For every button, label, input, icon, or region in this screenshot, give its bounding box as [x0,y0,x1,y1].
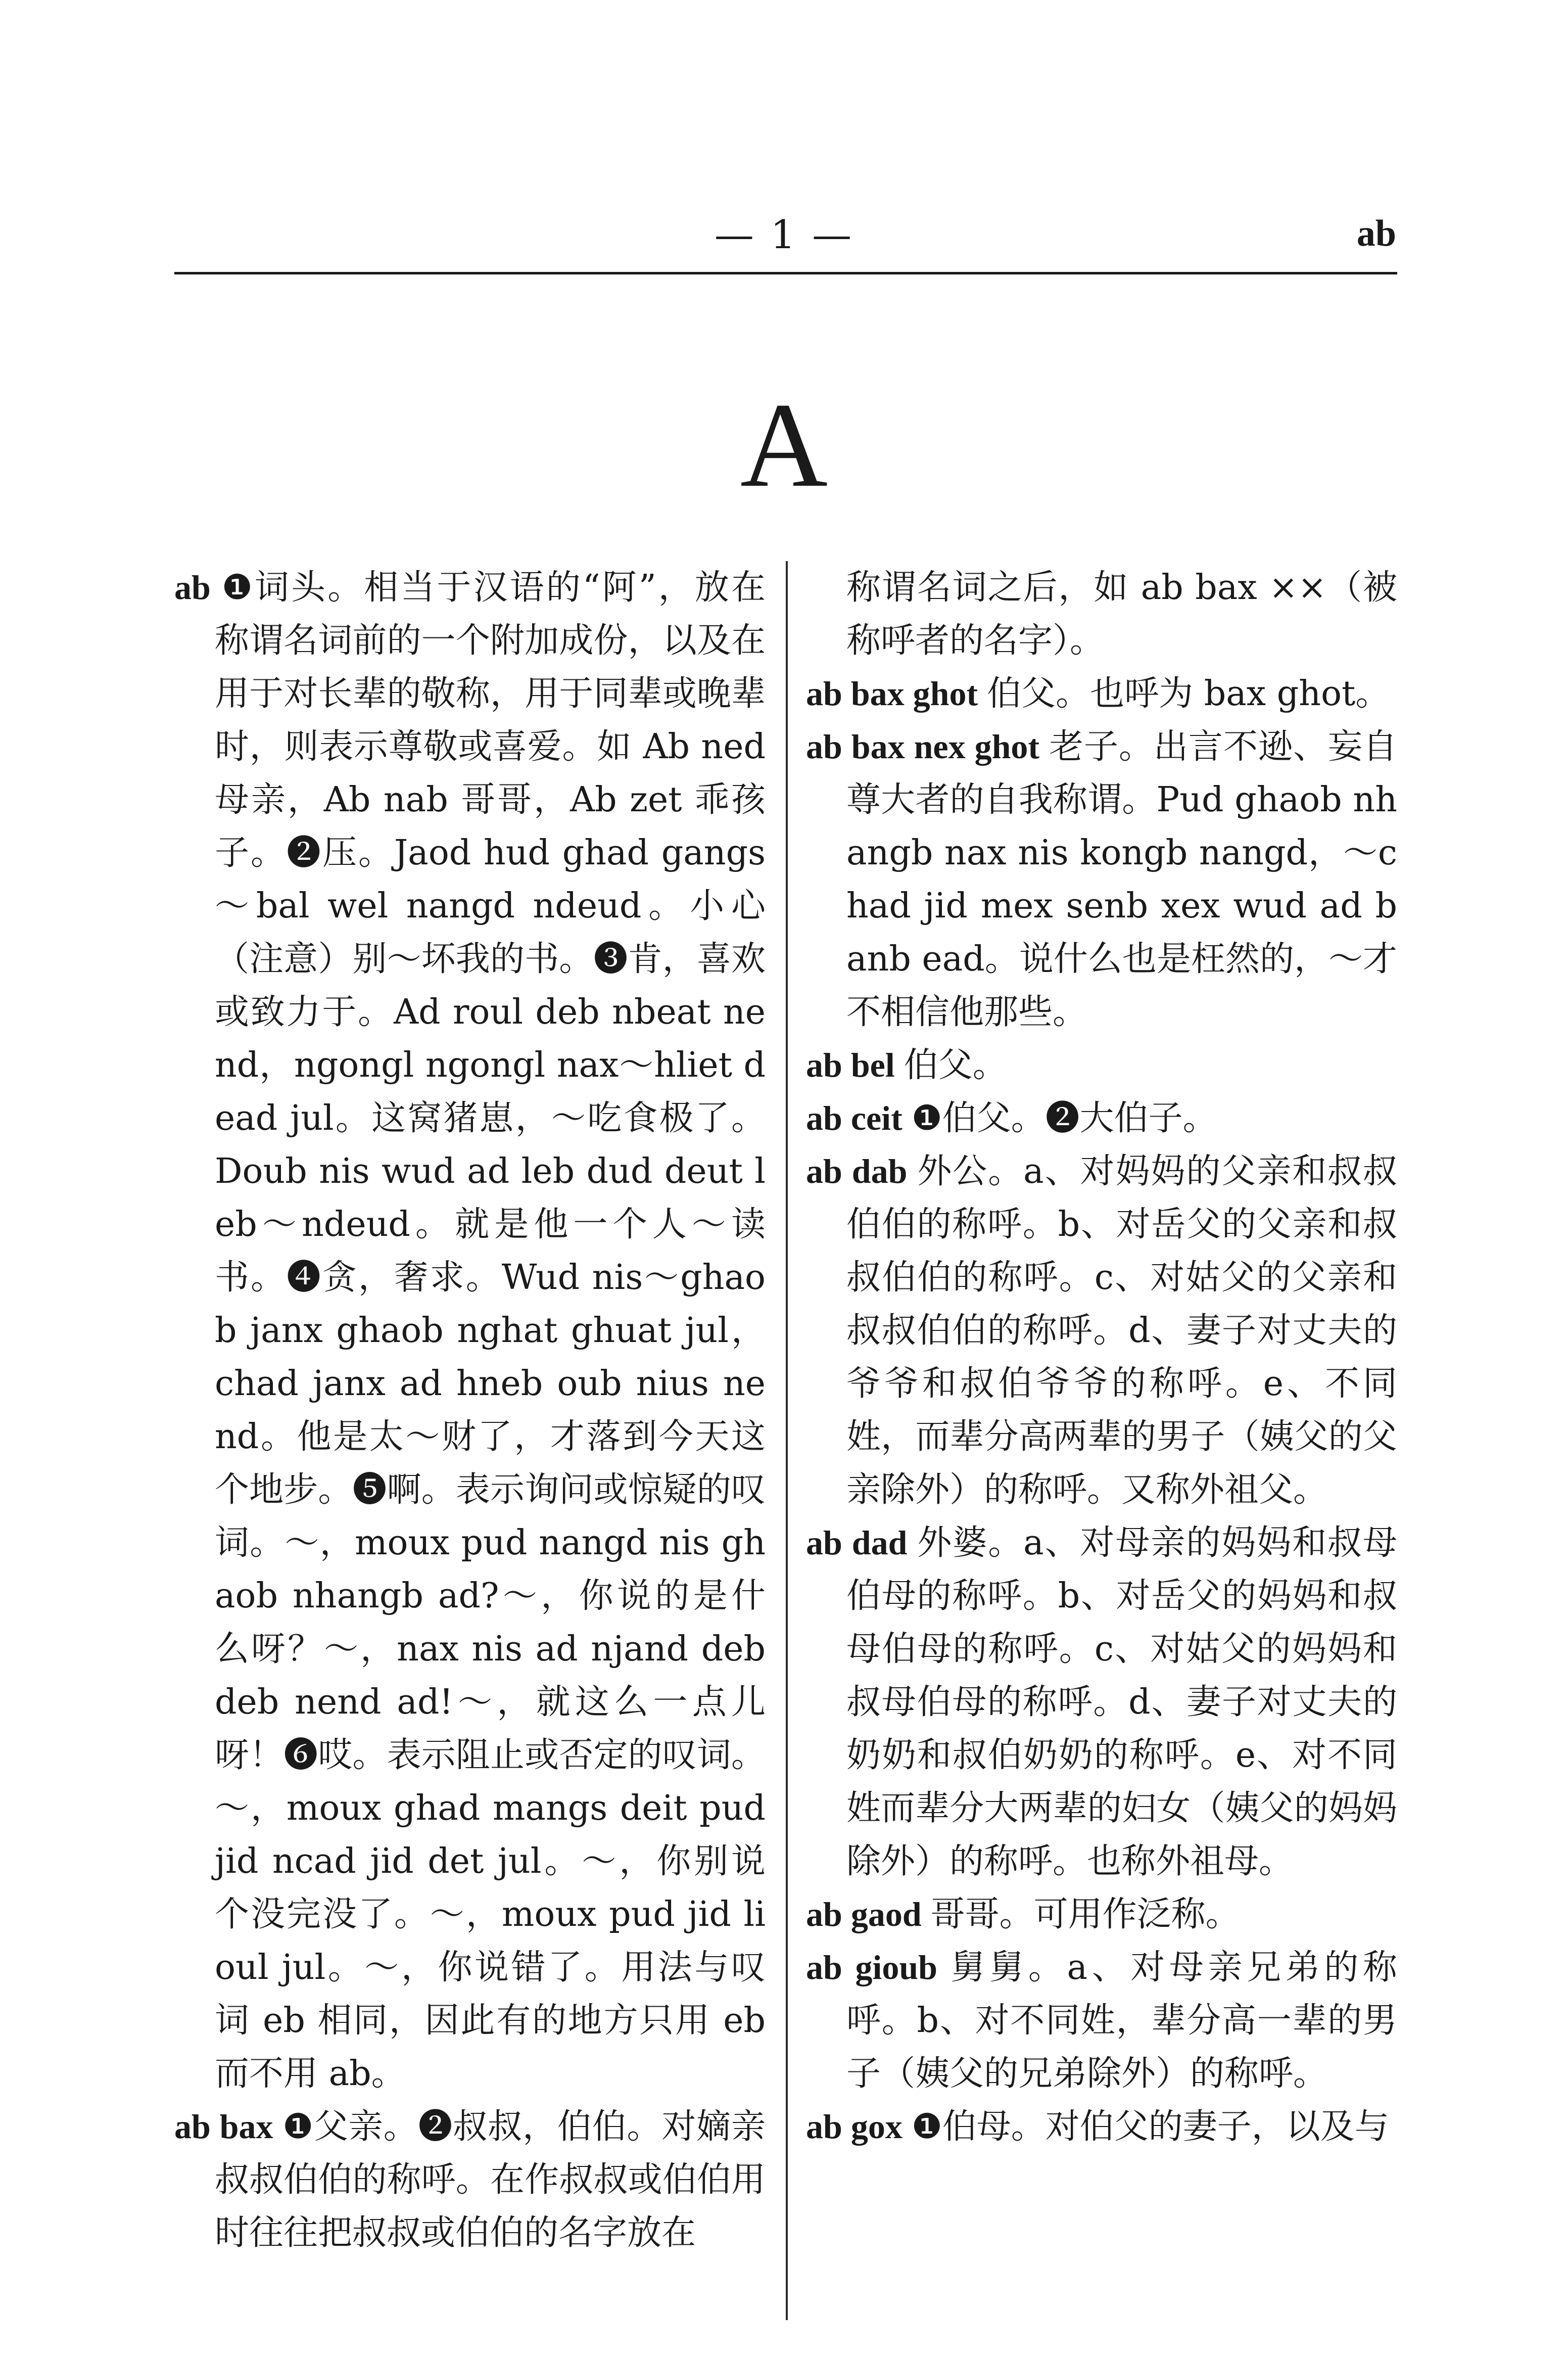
page-number: — 1 — [714,212,854,258]
dictionary-entry [806,1039,1397,1092]
entry-definition: 外婆。a、对母亲的妈妈和叔母伯母的称呼。b、对岳父的妈妈和叔母伯母的称呼。c、对姑父的妈妈和叔母伯母的称呼。d、妻子对丈夫的奶奶和叔伯奶奶的称呼。e、对不同姓而辈分大两辈的妇女（姨父的妈妈除外）的称呼。也称外祖母。 [846,1523,1397,1881]
dictionary-entry [806,2100,1397,2153]
entry-definition: 伯父。也呼为 bax ghot。 [987,674,1390,714]
entry-definition: 外公。a、对妈妈的父亲和叔叔伯伯的称呼。b、对岳父的父亲和叔叔伯伯的称呼。c、对姑父的父亲和叔叔伯伯的称呼。d、妻子对丈夫的爷爷和叔伯爷爷的称呼。e、不同姓，而辈分高两辈的男子（姨父的父亲除外）的称呼。又称外祖父。 [846,1151,1397,1510]
dictionary-entry [806,720,1397,1039]
dictionary-entry [806,1888,1397,1941]
dictionary-entry [806,667,1397,720]
left-column [174,561,766,2259]
entry-definition: ❶伯母。对伯父的妻子，以及与 [911,2107,1389,2147]
entry-definition: 老子。出言不逊、妄自尊大者的自我称谓。Pud ghaob nhangb nax nis kongb nangd，～chad jid mex senb xex wud ad banb ead。说什么也是枉然的，～才不相信他那些。 [846,727,1397,1032]
entry-headword: ab bax nex ghot [806,727,1040,766]
entry-definition: 哥哥。可用作泛称。 [930,1894,1240,1934]
dictionary-entry [806,1145,1397,1516]
entry-headword: ab bax ghot [806,674,978,713]
dictionary-entry [174,2100,766,2259]
dictionary-entry [806,1941,1397,2100]
entry-definition: 称谓名词之后，如 ab bax ××（被称呼者的名字）。 [846,568,1397,661]
entry-headword: ab gioub [806,1948,937,1986]
entry-definition: ❶伯父。❷大伯子。 [911,1098,1217,1138]
entry-definition: ❶父亲。❷叔叔，伯伯。对嫡亲叔叔伯伯的称呼。在作叔叔或伯伯用时往往把叔叔或伯伯的名字放在 [215,2107,766,2253]
running-head: ab [1356,213,1396,254]
entry-definition: 舅舅。a、对母亲兄弟的称呼。b、对不同姓，辈分高一辈的男子（姨父的兄弟除外）的称呼。 [846,1948,1397,2094]
dictionary-entry-continuation [806,561,1397,667]
entry-headword: ab dab [806,1152,908,1190]
section-letter: A [740,378,828,512]
entry-headword: ab bax [174,2107,273,2146]
entry-headword: ab [174,568,211,607]
entry-headword: ab ceit [806,1099,902,1137]
entry-definition: 伯父。 [904,1045,1007,1085]
entry-headword: ab gox [806,2107,902,2146]
dictionary-entry [174,561,766,2100]
right-column [806,561,1397,2153]
entry-headword: ab dad [806,1523,908,1562]
entry-headword: ab gaod [806,1895,922,1933]
dictionary-entry [806,1516,1397,1888]
column-divider [786,561,788,2320]
header-rule [174,272,1397,274]
dictionary-entry [806,1092,1397,1145]
entry-definition: ❶词头。相当于汉语的“阿”，放在称谓名词前的一个附加成份，以及在用于对长辈的敬称，用于同辈或晚辈时，则表示尊敬或喜爱。如 Ab ned 母亲，Ab nab 哥哥，Ab zet 乖孩子。❷压。Jaod hud ghad gangs ～bal wel nangd ndeud。小心（注意）别～坏我的书。❸肯，喜欢或致力于。Ad roul deb nbeat nend，ngongl ngongl nax～hliet dead jul。这窝猪崽，～吃食极了。Doub nis wud ad leb dud deut leb～ndeud。就是他一个人～读书。❹贪，奢求。Wud nis～ghaob janx ghaob nghat ghuat jul，chad janx ad hneb oub nius nend。他是太～财了，才落到今天这个地步。❺啊。表示询问或惊疑的叹词。～，moux pud nangd nis ghaob nhangb ad?～，你说的是什么呀？～，nax nis ad njand deb deb nend ad!～，就这么一点儿呀！❻哎。表示阻止或否定的叹词。～，moux ghad mangs deit pud jid ncad jid det jul。～，你别说个没完没了。～，moux pud jid lioul jul。～，你说错了。用法与叹词 eb 相同，因此有的地方只用 eb 而不用 ab。 [215,568,766,2094]
entry-headword: ab bel [806,1046,895,1084]
